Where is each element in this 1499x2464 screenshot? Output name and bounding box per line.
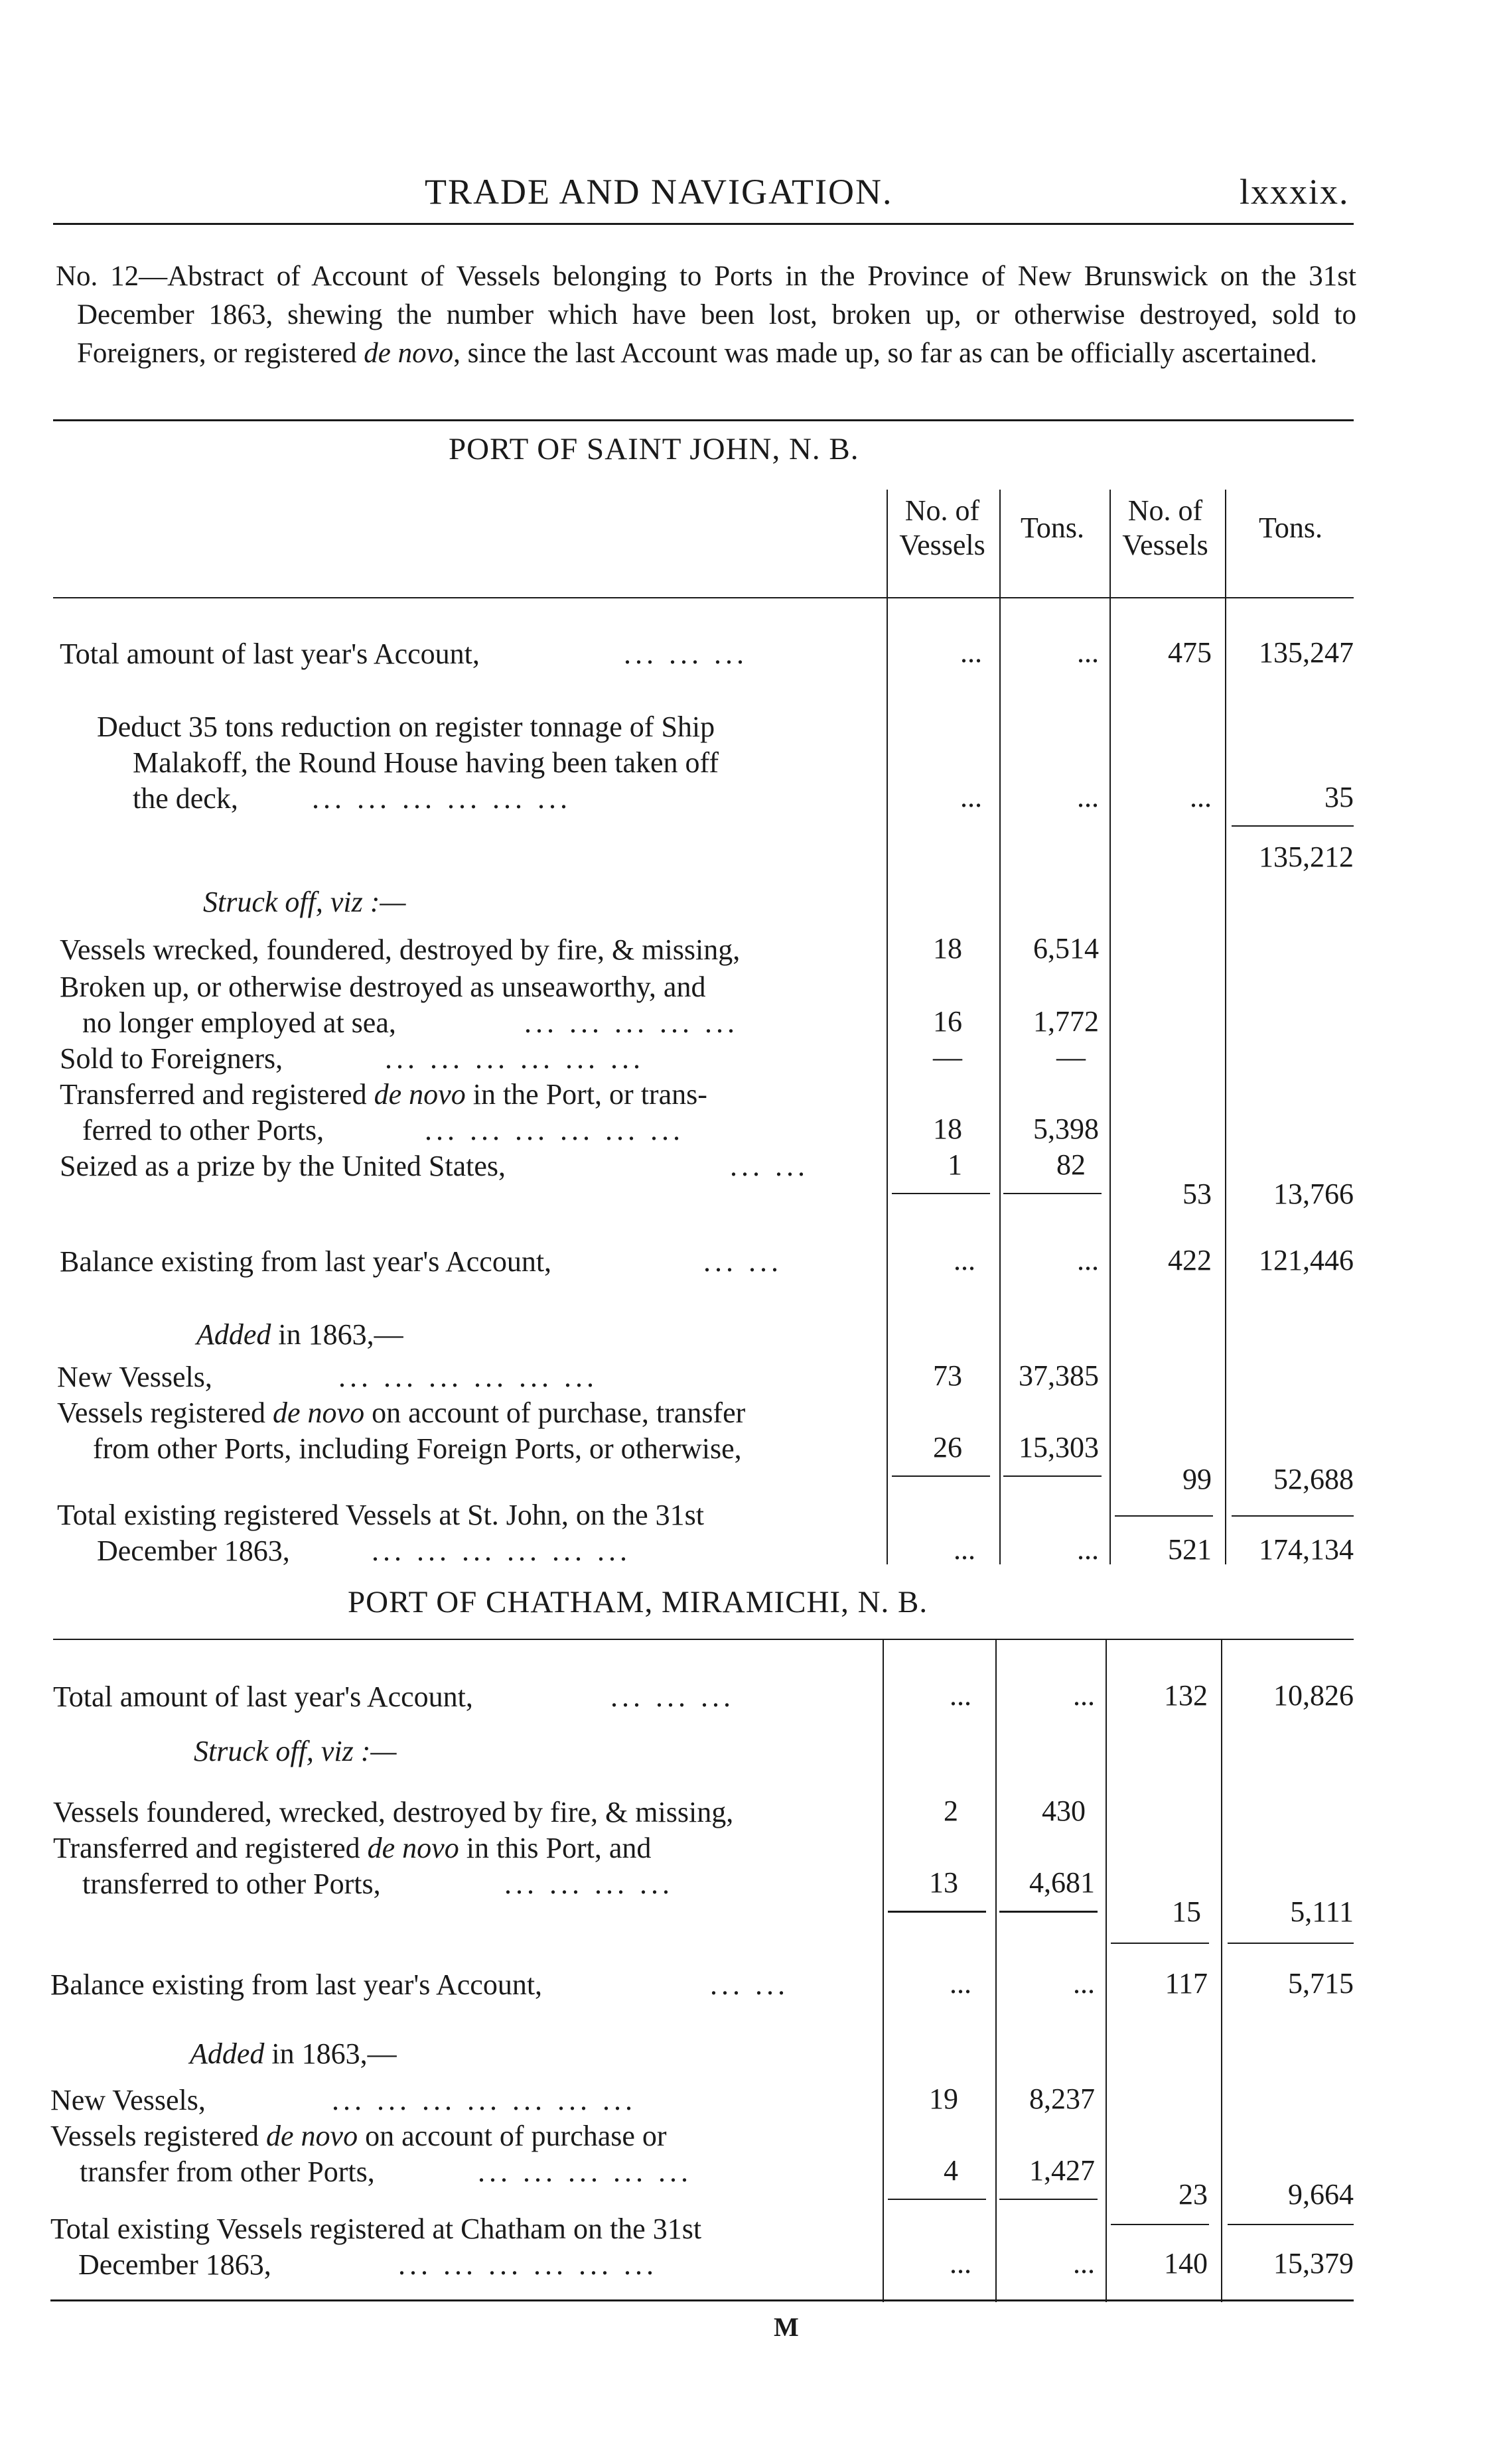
leader-dots: ... ... ... ... ... xyxy=(524,1006,739,1039)
cell: 19 xyxy=(929,2083,958,2115)
cell: — xyxy=(933,1041,962,1073)
cell: ... xyxy=(960,636,982,669)
subheading-struck-off: Struck off, viz :— xyxy=(203,886,406,918)
cell: 18 xyxy=(933,932,962,965)
port-title-saint-john: PORT OF SAINT JOHN, N. B. xyxy=(449,432,859,466)
cell: 10,826 xyxy=(1273,1679,1354,1712)
caption-rule xyxy=(53,419,1354,421)
cell: 16 xyxy=(933,1005,962,1038)
sum-rule xyxy=(888,1911,986,1913)
cell: ... xyxy=(1077,781,1099,813)
cell: — xyxy=(1056,1041,1086,1073)
cell: 475 xyxy=(1168,636,1212,669)
row-label-final-2: December 1863, xyxy=(78,2248,271,2281)
col-head-vessels-1: No. of Vessels xyxy=(899,494,985,561)
sum-rule xyxy=(1111,2224,1209,2225)
cell: 13 xyxy=(929,1866,958,1899)
row-label-registered-2: from other Ports, including Foreign Ports, or otherwise, xyxy=(93,1432,742,1465)
cell: 4 xyxy=(944,2154,958,2187)
cell: 4,681 xyxy=(1029,1866,1095,1899)
leader-dots: ... ... ... ... xyxy=(504,1868,674,1900)
sum-rule xyxy=(1111,1943,1209,1944)
col-divider xyxy=(883,1639,884,2302)
row-label-registered-2: transfer from other Ports, xyxy=(80,2156,375,2188)
row-label-transferred-2: ferred to other Ports, xyxy=(82,1114,324,1146)
signature-mark: M xyxy=(774,2312,799,2342)
cell: ... xyxy=(954,1533,975,1566)
row-label-deduct-2: Malakoff, the Round House having been taken off xyxy=(133,746,719,779)
cell: ... xyxy=(1190,781,1212,813)
cell: ... xyxy=(1073,1967,1095,2000)
cell: 5,715 xyxy=(1288,1967,1354,2000)
row-label-transferred-1: Transferred and registered de novo in this Port, and xyxy=(53,1832,652,1864)
cell: 1,427 xyxy=(1029,2154,1095,2187)
sum-rule xyxy=(1003,1193,1102,1194)
sum-rule xyxy=(1003,1475,1102,1477)
leader-dots: ... ... xyxy=(710,1968,789,2001)
cell: 174,134 xyxy=(1259,1533,1354,1566)
cell: ... xyxy=(950,1967,971,2000)
cell: 117 xyxy=(1165,1967,1208,2000)
row-label-sold: Sold to Foreigners, xyxy=(60,1042,283,1075)
row-label-total-last: Total amount of last year's Account, xyxy=(53,1680,473,1713)
sum-rule xyxy=(1228,1943,1354,1944)
leader-dots: ... ... ... ... ... ... xyxy=(398,2248,658,2281)
row-label-foundered: Vessels foundered, wrecked, destroyed by fire, & missing, xyxy=(53,1796,734,1828)
bottom-rule xyxy=(50,2299,1354,2301)
sum-rule xyxy=(1228,2224,1354,2225)
colhead-rule xyxy=(53,597,1354,598)
cell: 23 xyxy=(1178,2178,1208,2211)
port-title-chatham: PORT OF CHATHAM, MIRAMICHI, N. B. xyxy=(348,1585,928,1619)
cell: 1 xyxy=(948,1148,962,1181)
cell: 135,247 xyxy=(1259,636,1354,669)
leader-dots: ... ... ... ... ... ... xyxy=(385,1042,644,1075)
cell: ... xyxy=(1073,1679,1095,1712)
cell: ... xyxy=(1073,2247,1095,2280)
cell: ... xyxy=(950,1679,971,1712)
cell: 6,514 xyxy=(1033,932,1099,965)
sum-rule xyxy=(892,1193,990,1194)
cell: 73 xyxy=(933,1359,962,1392)
row-label-transferred-2: transferred to other Ports, xyxy=(82,1868,381,1900)
col-divider xyxy=(1221,1639,1222,2302)
cell: 15 xyxy=(1172,1895,1201,1928)
cell: ... xyxy=(1077,1244,1099,1276)
row-label-total-last: Total amount of last year's Account, xyxy=(60,638,480,670)
cell: 422 xyxy=(1168,1244,1212,1276)
cell: 2 xyxy=(944,1795,958,1827)
col-head-tons-1: Tons. xyxy=(1021,512,1084,544)
leader-dots: ... ... ... ... ... ... xyxy=(338,1361,598,1393)
cell: 26 xyxy=(933,1431,962,1464)
cell: 140 xyxy=(1164,2247,1208,2280)
row-label-seized: Seized as a prize by the United States, xyxy=(60,1150,506,1182)
cell: 121,446 xyxy=(1259,1244,1354,1276)
row-label-final-2: December 1863, xyxy=(97,1535,290,1567)
header-rule xyxy=(53,223,1354,225)
leader-dots: ... ... ... ... ... ... xyxy=(425,1114,684,1146)
leader-dots: ... ... ... ... ... ... ... xyxy=(332,2084,636,2116)
col-head-tons-2: Tons. xyxy=(1259,512,1322,544)
row-label-registered-1: Vessels registered de novo on account of purchase, transfer xyxy=(57,1397,746,1429)
subheading-struck-off: Struck off, viz :— xyxy=(194,1735,397,1767)
cell: ... xyxy=(954,1244,975,1276)
cell-subtotal: 135,212 xyxy=(1259,841,1354,873)
row-label-deduct-3: the deck, xyxy=(133,782,238,815)
col-divider xyxy=(1106,1639,1107,2302)
cell: 99 xyxy=(1182,1463,1212,1495)
cell: 53 xyxy=(1182,1178,1212,1210)
cell: 132 xyxy=(1164,1679,1208,1712)
col-divider xyxy=(887,490,888,1564)
sum-rule xyxy=(999,1911,1098,1913)
cell: ... xyxy=(1077,1533,1099,1566)
table-caption: No. 12—Abstract of Account of Vessels belonging to Ports in the Province of New Brunswick on the 31st December 1863, shewing the number which have been lost, broken up, or otherwise destroyed, sold to Foreigners, or registered de novo, since the last Account was made up, so far as can be officially ascertained. xyxy=(56,261,1356,369)
cell: 35 xyxy=(1324,781,1354,813)
leader-dots: ... ... ... xyxy=(610,1680,735,1713)
sum-rule xyxy=(1232,1515,1354,1517)
leader-dots: ... ... ... ... ... ... xyxy=(312,782,571,815)
cell: 82 xyxy=(1056,1148,1086,1181)
row-label-registered-1: Vessels registered de novo on account of purchase or xyxy=(50,2120,667,2152)
col-head-vessels-2: No. of Vessels xyxy=(1122,494,1208,561)
row-label-balance: Balance existing from last year's Account, xyxy=(60,1245,552,1278)
row-label-balance: Balance existing from last year's Account, xyxy=(50,1968,543,2001)
sum-rule xyxy=(1232,825,1354,827)
subheading-added: Added in 1863,— xyxy=(190,2037,397,2070)
row-label-transferred-1: Transferred and registered de novo in the Port, or trans- xyxy=(60,1078,707,1111)
section-rule xyxy=(53,1639,1354,1640)
cell: 15,379 xyxy=(1273,2247,1354,2280)
row-label-broken-1: Broken up, or otherwise destroyed as unseaworthy, and xyxy=(60,971,706,1003)
cell: 13,766 xyxy=(1273,1178,1354,1210)
row-label-wrecked: Vessels wrecked, foundered, destroyed by fire, & missing, xyxy=(60,933,741,966)
cell: 5,111 xyxy=(1290,1895,1354,1928)
cell: ... xyxy=(1077,636,1099,669)
cell: 18 xyxy=(933,1113,962,1145)
row-label-broken-2: no longer employed at sea, xyxy=(82,1006,396,1039)
row-label-new-vessels: New Vessels, xyxy=(57,1361,212,1393)
cell: ... xyxy=(960,781,982,813)
leader-dots: ... ... ... ... ... ... xyxy=(372,1535,631,1567)
sum-rule xyxy=(888,2199,986,2200)
col-divider xyxy=(1225,490,1226,1564)
col-divider xyxy=(1109,490,1111,1564)
row-label-final-1: Total existing registered Vessels at St. John, on the 31st xyxy=(57,1499,705,1531)
row-label-new-vessels: New Vessels, xyxy=(50,2084,206,2116)
cell: 5,398 xyxy=(1033,1113,1099,1145)
cell: 15,303 xyxy=(1019,1431,1099,1464)
row-label-deduct-1: Deduct 35 tons reduction on register tonnage of Ship xyxy=(97,711,715,743)
cell: 1,772 xyxy=(1033,1005,1099,1038)
sum-rule xyxy=(999,2199,1098,2200)
row-label-final-1: Total existing Vessels registered at Chatham on the 31st xyxy=(50,2213,702,2245)
cell: ... xyxy=(950,2247,971,2280)
leader-dots: ... ... xyxy=(703,1245,782,1278)
cell: 8,237 xyxy=(1029,2083,1095,2115)
running-title: TRADE AND NAVIGATION. xyxy=(425,172,893,212)
page-number: lxxxix. xyxy=(1240,172,1350,212)
leader-dots: ... ... ... ... ... xyxy=(478,2156,692,2188)
leader-dots: ... ... ... xyxy=(624,638,748,670)
sum-rule xyxy=(1115,1515,1213,1517)
sum-rule xyxy=(892,1475,990,1477)
subheading-added: Added in 1863,— xyxy=(196,1318,403,1351)
cell: 521 xyxy=(1168,1533,1212,1566)
leader-dots: ... ... xyxy=(730,1150,809,1182)
cell: 37,385 xyxy=(1019,1359,1099,1392)
cell: 430 xyxy=(1042,1795,1086,1827)
cell: 52,688 xyxy=(1273,1463,1354,1495)
cell: 9,664 xyxy=(1288,2178,1354,2211)
